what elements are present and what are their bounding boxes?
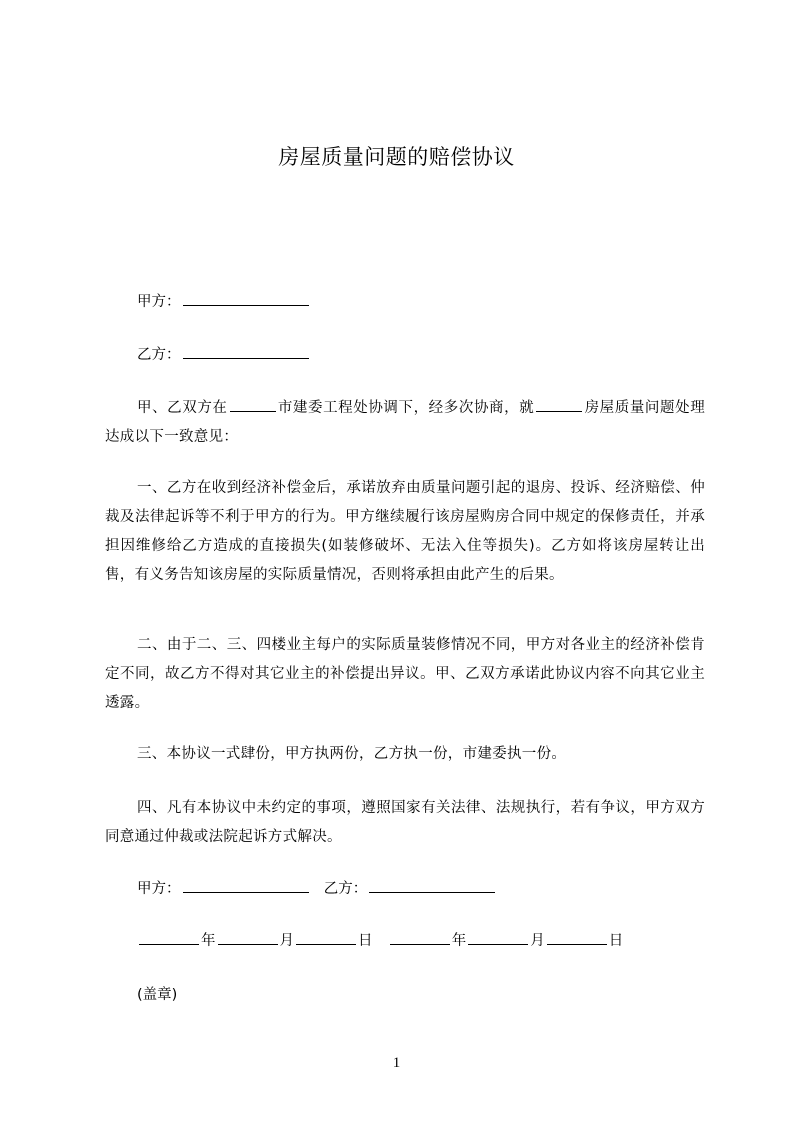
party-b-year-label: 年 — [451, 933, 467, 949]
document-title: 房屋质量问题的赔偿协议 — [278, 145, 515, 169]
clause-1: 一、乙方在收到经济补偿金后，承诺放弃由质量问题引起的退房、投诉、经济赔偿、仲裁及法律起诉等不利于甲方的行为。甲方继续履行该房屋购房合同中规定的保修责任，并承担因维修给乙方造成的直接损失(如装修破坏、无法入住等损失)。乙方如将该房屋转让出售，有义务告知该房屋的实际质量情况，否则将承担由此产生的后果。 — [105, 480, 705, 583]
party-b-line — [137, 344, 309, 365]
party-a-month-label: 月 — [279, 933, 294, 949]
party-a-blank — [183, 291, 309, 306]
city-blank — [230, 397, 276, 412]
clause-2: 二、由于二、三、四楼业主每户的实际质量装修情况不同，甲方对各业主的经济补偿肯定不同，故乙方不得对其它业主的补偿提出异议。甲、乙双方承诺此协议内容不向其它业主透露。 — [105, 637, 705, 711]
party-a-day-label: 日 — [358, 933, 373, 949]
party-a-day-blank — [296, 930, 356, 945]
party-b-day-blank — [547, 930, 607, 945]
signature-party-b-label: 乙方： — [323, 881, 368, 897]
signature-party-a-blank — [183, 878, 309, 893]
signature-parties-line — [137, 878, 495, 899]
signature-party-a-label: 甲方： — [137, 881, 181, 897]
signature-date-line — [137, 930, 623, 951]
party-a-year-blank — [139, 930, 199, 945]
intro-paragraph — [105, 394, 705, 452]
party-b-year-blank — [390, 930, 450, 945]
clause-4: 四、凡有本协议中未约定的事项，遵照国家有关法律、法规执行，若有争议，甲方双方同意通过仲裁或法院起诉方式解决。 — [105, 800, 705, 845]
party-b-month-label: 月 — [530, 933, 545, 949]
party-a-label: 甲方： — [137, 294, 181, 310]
intro-part-1: 甲、乙双方在 — [137, 400, 228, 416]
property-blank — [536, 397, 582, 412]
intro-part-3: 房屋质量问题处理达成以下一致意见： — [105, 400, 705, 445]
signature-party-b-blank — [369, 878, 495, 893]
party-a-line — [137, 291, 309, 312]
party-b-month-blank — [468, 930, 528, 945]
party-b-day-label: 日 — [608, 933, 624, 949]
party-b-label: 乙方： — [137, 347, 181, 363]
page-number: 1 — [392, 1055, 401, 1071]
party-a-year-label: 年 — [201, 933, 216, 949]
intro-part-2: 市建委工程处协调下，经多次协商，就 — [277, 400, 535, 416]
party-b-blank — [183, 344, 309, 359]
clause-3: 三、本协议一式肆份，甲方执两份，乙方执一份，市建委执一份。 — [137, 746, 567, 762]
seal-note: (盖章) — [137, 987, 178, 1003]
party-a-month-blank — [218, 930, 278, 945]
